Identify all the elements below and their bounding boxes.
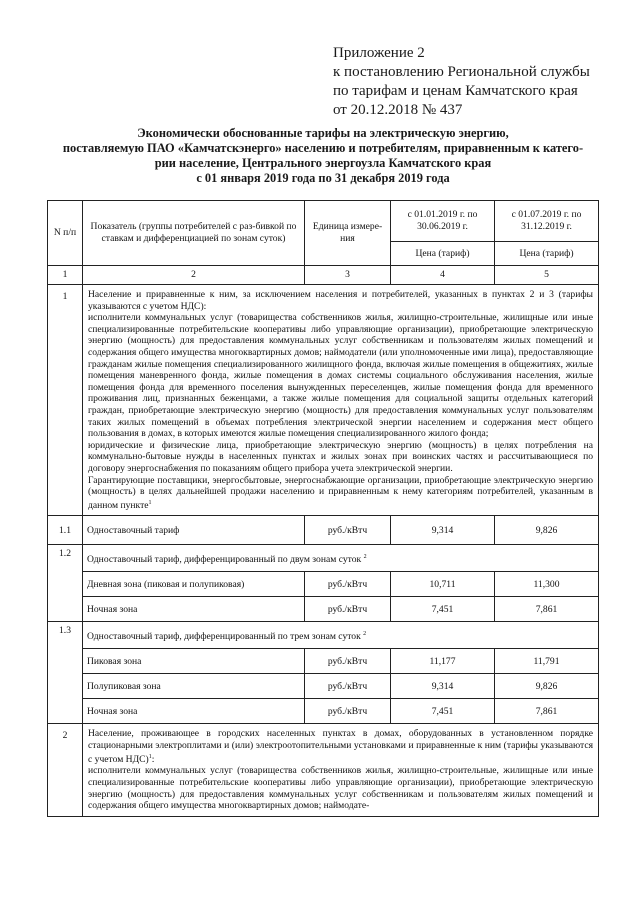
row-unit: руб./кВтч <box>305 649 391 674</box>
subgroup-label-text: Одноставочный тариф, дифференцированный по двум зонам суток <box>87 553 362 565</box>
header-unit: Единица измере-ния <box>305 201 391 266</box>
appendix-line: по тарифам и ценам Камчатского края <box>333 83 578 99</box>
col-number: 4 <box>391 266 495 285</box>
table-row <box>48 674 599 699</box>
footnote-mark: 2 <box>363 553 367 560</box>
table-row <box>48 597 599 622</box>
footnote-mark: 1 <box>148 753 152 760</box>
group-description <box>83 724 599 816</box>
subgroup-header-row <box>48 622 599 649</box>
title-line: Экономически обоснованные тарифы на электрическую энергию, <box>137 126 509 140</box>
col-number: 1 <box>48 266 83 285</box>
description-paragraph: Население, проживающее в городских населенных пунктах в домах, оборудованных в установленном порядке стационарными электроплитами и (или) электроотопительными установками и приравненные к ним (тарифы указываются с учетом НДС)$^1$: <box>88 728 593 765</box>
description-paragraph: юридические и физические лица, приобретающие электрическую энергию (мощность) в целях потребления на коммунально-бытовые нужды в населенных пунктах и жилых зонах при воинских частях и рассчитывающиеся по договору энергоснабжения по показаниям общего прибора учета электрической энергии. <box>88 439 593 474</box>
header-indicator: Показатель (группы потребителей с раз-бивкой по ставкам и дифференциацией по зонам суток) <box>83 201 305 266</box>
row-label: Ночная зона <box>83 597 305 622</box>
row-value-period1: 9,314 <box>391 674 495 699</box>
subgroup-header-row <box>48 545 599 572</box>
header-period2: с 01.07.2019 г. по 31.12.2019 г. <box>495 201 599 242</box>
title-line: рии население, Центрального энергоузла Камчатского края <box>154 156 492 170</box>
group-num: 1 <box>48 285 83 516</box>
title-line: с 01 января 2019 года по 31 декабря 2019 года <box>196 171 450 185</box>
row-value-period2: 7,861 <box>495 597 599 622</box>
table-row <box>48 699 599 724</box>
appendix-line: к постановлению Региональной службы <box>333 64 590 80</box>
header-num: N п/п <box>48 201 83 266</box>
appendix-line: от 20.12.2018 № 437 <box>333 102 463 118</box>
header-period1: с 01.01.2019 г. по 30.06.2019 г. <box>391 201 495 242</box>
row-value-period1: 7,451 <box>391 699 495 724</box>
subgroup-label-text: Одноставочный тариф, дифференцированный по трем зонам суток <box>87 630 361 642</box>
header-price2: Цена (тариф) <box>495 242 599 266</box>
description-paragraph: исполнители коммунальных услуг (товарищества собственников жилья, жилищно-строительные, жилищные или иные специализированные потребительские кооперативы либо управляющие организации), приобретающие электрическую энергию (мощность) для предоставления коммунальных услуг собственникам и пользователям жилых помещений и содержания общего имущества многоквартирных домов; наймодате- <box>88 765 593 812</box>
row-label: Одноставочный тариф <box>83 516 305 545</box>
description-text: Население, проживающее в городских населенных пунктах в домах, оборудованных в установленном порядке стационарными электроплитами и (или) электроотопительными установками и приравненные к ним (тарифы указываются с учетом НДС) <box>88 728 593 765</box>
row-num: 1.1 <box>48 516 83 545</box>
table-row <box>48 649 599 674</box>
title-line: поставляемую ПАО «Камчатскэнерго» населению и потребителям, приравненным к катего- <box>62 141 584 155</box>
appendix-line: Приложение 2 <box>333 45 425 61</box>
appendix-header <box>333 44 590 120</box>
footnote-mark: 1 <box>148 499 152 506</box>
row-label: Полупиковая зона <box>83 674 305 699</box>
row-value-period1: 9,314 <box>391 516 495 545</box>
description-paragraph: Население и приравненные к ним, за исключением населения и потребителей, указанных в пунктах 2 и 3 (тарифы указываются с учетом НДС): <box>88 289 593 312</box>
subgroup-label <box>83 545 599 572</box>
header-price1: Цена (тариф) <box>391 242 495 266</box>
row-value-period2: 11,791 <box>495 649 599 674</box>
row-label: Пиковая зона <box>83 649 305 674</box>
col-number: 2 <box>83 266 305 285</box>
group-2-description-row <box>48 724 599 816</box>
col-number: 3 <box>305 266 391 285</box>
table-row <box>48 572 599 597</box>
row-label: Ночная зона <box>83 699 305 724</box>
row-value-period1: 10,711 <box>391 572 495 597</box>
row-num: 1.3 <box>48 622 83 724</box>
row-value-period1: 7,451 <box>391 597 495 622</box>
tariff-table <box>47 200 599 817</box>
column-number-row <box>48 266 599 285</box>
row-unit: руб./кВтч <box>305 699 391 724</box>
description-paragraph <box>88 475 593 512</box>
footnote-mark: 2 <box>363 630 367 637</box>
description-paragraph: исполнители коммунальных услуг (товарищества собственников жилья, жилищно-строительные, жилищные или иные специализированные потребительские кооперативы либо управляющие организации), приобретающие электрическую энергию (мощность) для предоставления коммунальных услуг собственникам и пользователям жилых помещений и содержания общего имущества многоквартирных домов; наймодатели (или уполномоченные ими лица), предоставляющие гражданам жилые помещения специализированного жилищного фонда, включая жилые помещения в общежитиях, жилые помещения маневренного фонда, жилые помещения в домах системы социального обслуживания населения, жилые помещения фонда для временного поселения вынужденных переселенцев, жилые помещения фонда для временного проживания лиц, признанных беженцами, а также жилые помещения для социальной защиты отдельных категорий граждан, приобретающие электрическую энергию (мощность) для предоставления коммунальных услуг пользователям таких жилых помещений в объемах потребления электрической энергии населением и содержания мест общего пользования в домах, в которых имеются жилые помещения специализированного жилого фонда; <box>88 312 593 440</box>
table-row <box>48 516 599 545</box>
row-value-period2: 7,861 <box>495 699 599 724</box>
row-unit: руб./кВтч <box>305 674 391 699</box>
group-description <box>83 285 599 516</box>
description-text: Гарантирующие поставщики, энергосбытовые, энергоснабжающие организации, приобретающие электрическую энергию (мощность) в целях дальнейшей продажи населению и приравненным к нему категориям потребителей, указанным в данном пункте <box>88 474 593 511</box>
row-unit: руб./кВтч <box>305 572 391 597</box>
col-number: 5 <box>495 266 599 285</box>
row-label: Дневная зона (пиковая и полупиковая) <box>83 572 305 597</box>
row-num: 1.2 <box>48 545 83 622</box>
group-num: 2 <box>48 724 83 816</box>
table-header-row <box>48 201 599 242</box>
row-value-period2: 9,826 <box>495 516 599 545</box>
row-unit: руб./кВтч <box>305 597 391 622</box>
row-value-period2: 9,826 <box>495 674 599 699</box>
row-value-period2: 11,300 <box>495 572 599 597</box>
document-title <box>28 126 618 186</box>
group-1-description-row <box>48 285 599 516</box>
row-value-period1: 11,177 <box>391 649 495 674</box>
subgroup-label <box>83 622 599 649</box>
row-unit: руб./кВтч <box>305 516 391 545</box>
